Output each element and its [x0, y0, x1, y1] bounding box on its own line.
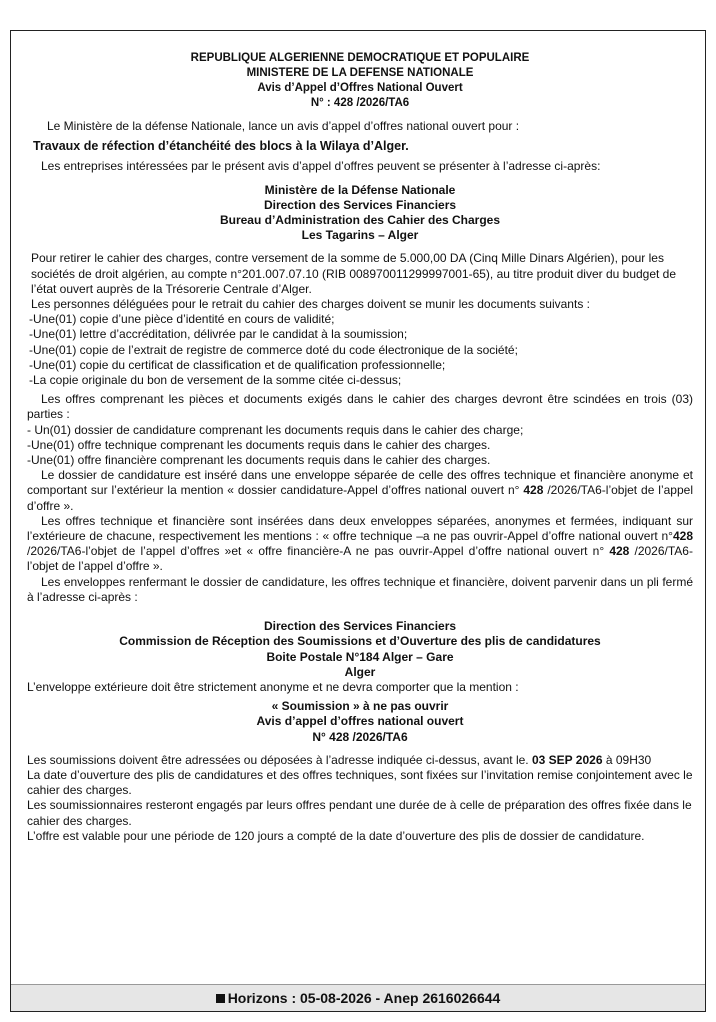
- notice-body: [11, 31, 705, 844]
- address1-line: Direction des Services Financiers: [263, 197, 457, 212]
- footer-bar: [11, 984, 705, 1011]
- mention-line: Avis d’appel d’offres national ouvert: [256, 714, 464, 729]
- companies-intro: Les entreprises intéressées par le présent avis d’appel d’offres peuvent se présenter à l’adresse ci-après:: [41, 159, 601, 174]
- address2-line: Direction des Services Financiers: [263, 619, 457, 634]
- notice-number: N° : 428 /2026/TA6: [310, 97, 410, 109]
- republic-line: REPUBLIQUE ALGERIENNE DEMOCRATIQUE ET POPULAIRE: [190, 52, 530, 64]
- list-item: -Une(01) offre financière comprenant les documents requis dans le cahier des charges.: [27, 453, 491, 468]
- dossier-paragraph: [27, 468, 693, 514]
- dossier-text-a: Le dossier de candidature est inséré dans une enveloppe séparée de celle des offres technique et financière anonyme et comportant sur l’extérieur la mention « dossier candidature-Appel d’offres national ouvert n°: [27, 468, 693, 498]
- offers-split-text: Les offres comprenant les pièces et documents exigés dans le cahier des charges devront être scindées en trois (03) parties :: [27, 392, 693, 422]
- dossier-text-b: /2026/TA6-l’objet de l’appel d’offre ».: [27, 483, 693, 513]
- list-item: -Une(01) lettre d’accréditation, délivrée par le candidat à la soumission;: [29, 327, 408, 342]
- notice-title: Avis d’Appel d’Offres National Ouvert: [257, 82, 463, 94]
- deadline-date: 03 SEP 2026: [531, 752, 603, 767]
- deadline-text: [27, 753, 693, 768]
- address2-line: Boite Postale N°184 Alger – Gare: [266, 649, 454, 664]
- list-item: -Une(01) copie d’une pièce d’identité en cours de validité;: [29, 312, 335, 327]
- address1-line: Ministère de la Défense Nationale: [264, 182, 456, 197]
- deadline-time: à 09H30: [605, 752, 652, 767]
- withdrawal-text: Pour retirer le cahier des charges, contre versement de la somme de 5.000,00 DA (Cinq Mille Dinars Algérien), pour les sociétés de droit algérien, au compte n°201.007.07.10 (RIB 008970011299997001-65), au titre produit diver du budget de l’état ouvert auprès de la Trésorerie Centrale d’Alger.: [31, 251, 677, 296]
- offers-text-c: /2026/TA6-l’objet de l’appel d’offre ».: [27, 544, 693, 574]
- list-item: -Une(01) offre technique comprenant les documents requis dans le cahier des charges.: [27, 437, 491, 452]
- outer-envelope-text: L’enveloppe extérieure doit être strictement anonyme et ne devra comporter que la mention :: [27, 679, 519, 694]
- address-block-1: [27, 183, 693, 244]
- list-item: - Un(01) dossier de candidature comprenant les documents requis dans le cahier des charge;: [27, 422, 524, 437]
- address1-line: Les Tagarins – Alger: [301, 228, 419, 243]
- offers-text-b: /2026/TA6-l’objet de l’appel d’offres »et « offre financière-A ne pas ouvrir-Appel d’offre national ouvert n°: [27, 544, 605, 559]
- notice-frame: [10, 30, 706, 1012]
- closing-text: L’offre est valable pour une période de 120 jours a compté de la date d’ouverture des plis de dossier de candidature.: [27, 828, 645, 843]
- docs-list: [27, 312, 693, 388]
- offers-number-1: 428: [672, 529, 693, 544]
- intro-text: Le Ministère de la défense Nationale, lance un avis d’appel d’offres national ouvert pour :: [47, 119, 520, 133]
- footer-text: Horizons : 05-08-2026 - Anep 2616026644: [227, 990, 501, 1006]
- address1-line: Bureau d’Administration des Cahier des Charges: [219, 213, 501, 228]
- header-block: [27, 51, 693, 111]
- offers-text-a: Les offres technique et financière sont insérées dans deux enveloppes séparées, anonymes et fermées, indiquant sur l’extérieure de chacune, respectivement les mentions : « offre technique –a ne pas ouvrir-Appel d’offre national ouvert n°: [27, 513, 693, 544]
- square-bullet-icon: [216, 994, 225, 1003]
- list-item: -Une(01) copie du certificat de classification et de qualification professionnelle;: [29, 357, 446, 372]
- deadline-text-a: Les soumissions doivent être adressées ou déposées à l’adresse indiquée ci-dessus, avant le.: [27, 752, 529, 767]
- parts-list: [27, 423, 693, 469]
- ministry-line: MINISTERE DE LA DEFENSE NATIONALE: [246, 67, 474, 79]
- list-item: -La copie originale du bon de versement de la somme citée ci-dessus;: [29, 373, 402, 388]
- delegates-text: Les personnes déléguées pour le retrait du cahier des charges doivent se munir les documents suivants :: [31, 297, 590, 312]
- mention-block: [27, 699, 693, 745]
- address2-line: Alger: [344, 664, 376, 679]
- address-block-2: [27, 619, 693, 680]
- mention-line: « Soumission » à ne pas ouvrir: [271, 699, 449, 714]
- offers-number-2: 428: [604, 544, 635, 559]
- closing-text: La date d’ouverture des plis de candidatures et des offres techniques, sont fixées sur l’invitation remise conjointement avec le cahier des charges.: [27, 767, 693, 798]
- offers-paragraph: [27, 514, 693, 575]
- closing-text: Les soumissionnaires resteront engagés par leurs offres pendant une durée de à celle de préparation des offres fixée dans le cahier des charges.: [27, 798, 692, 828]
- dossier-number: 428: [519, 483, 548, 498]
- envelopes-text: Les enveloppes renfermant le dossier de candidature, les offres technique et financière, doivent parvenir dans un pli fermé à l’adresse ci-après :: [27, 574, 693, 604]
- mention-line: N° 428 /2026/TA6: [312, 729, 408, 744]
- list-item: -Une(01) copie de l’extrait de registre de commerce doté du code électronique de la société;: [29, 342, 518, 357]
- object-text: Travaux de réfection d’étanchéité des blocs à la Wilaya d’Alger.: [33, 139, 409, 154]
- address2-line: Commission de Réception des Soumissions et d’Ouverture des plis de candidatures: [119, 634, 601, 649]
